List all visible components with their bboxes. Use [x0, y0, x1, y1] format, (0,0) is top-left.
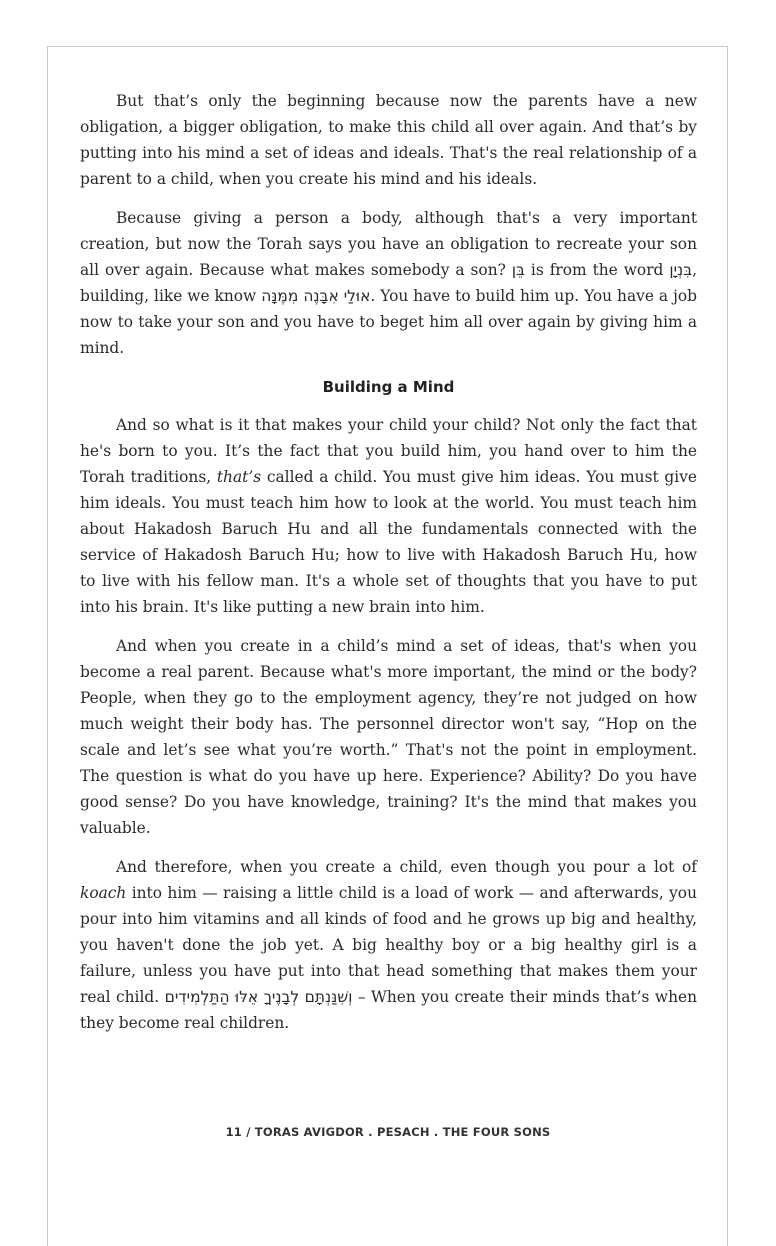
paragraph-5 [80, 854, 697, 1036]
text: called a child. You must give him ideas. You must give him ideals. You must teach him how to look at the world. You must teach him about Hakadosh Baruch Hu and all the fundamentals connected with the service of Hakadosh Baruch Hu; how to live with Hakadosh Baruch Hu, how to live with his fellow man. It's a whole set of thoughts that you have to put into his brain. It's like putting a new brain into him. [80, 468, 697, 616]
paragraph-2 [80, 205, 697, 361]
section-heading: Building a Mind [322, 378, 455, 396]
paragraph-3 [80, 412, 697, 620]
text: – When you create their minds that’s when they become real children. [80, 988, 698, 1032]
text: And therefore, when you create a child, even though you pour a lot of [116, 858, 697, 876]
text: , building, like we know [80, 261, 697, 305]
emphasis: that’s [216, 468, 262, 486]
text: Because giving a person a body, although that's a very important creation, but now the Torah says you have an obligation to recreate your son all over again. Because what makes somebody a son? [80, 209, 697, 279]
hebrew-ben: בֵּן [511, 261, 525, 279]
hebrew-quote: וְשִׁנַּנְתָּם לְבָנֶיךָ אֵלּוּ הַתַּלְמִידִים [164, 988, 353, 1006]
paragraph-4: And when you create in a child’s mind a set of ideas, that's when you become a real parent. Because what's more important, the mind or the body? People, when they go to the employment agency, they’re not judged on how much weight their body has. The personnel director won't say, “Hop on the scale and let’s see what you’re worth.” That's not the point in employment. The question is what do you have up here. Experience? Ability? Do you have good sense? Do you have knowledge, training? It's the mind that makes you valuable. [80, 637, 697, 837]
hebrew-quote: אוּלַי אִבָּנֶה מִמֶּנָּה [261, 287, 371, 305]
emphasis: koach [80, 884, 127, 902]
page-body [80, 88, 697, 1049]
paragraph-1: But that’s only the beginning because now the parents have a new obligation, a bigger obligation, to make this child all over again. And that’s by putting into his mind a set of ideas and ideals. That's the real relationship of a parent to a child, when you create his mind and his ideals. [80, 92, 697, 188]
page-footer: 11 / TORAS AVIGDOR . PESACH . THE FOUR SONS [225, 1125, 551, 1139]
text: into him — raising a little child is a load of work — and afterwards, you pour into him vitamins and all kinds of food and he grows up big and healthy, you haven't done the job yet. A big healthy boy or a big healthy girl is a failure, unless you have put into that head something that makes them your real child. [80, 884, 697, 1006]
text: And so what is it that makes your child your child? Not only the fact that he's born to you. It’s the fact that you build him, you hand over to him the Torah traditions, [80, 416, 697, 486]
text: . You have to build him up. You have a job now to take your son and you have to beget him all over again by giving him a mind. [80, 287, 697, 357]
hebrew-binyan: בִּנְיָן [669, 261, 693, 279]
text: is from the word [524, 261, 670, 279]
